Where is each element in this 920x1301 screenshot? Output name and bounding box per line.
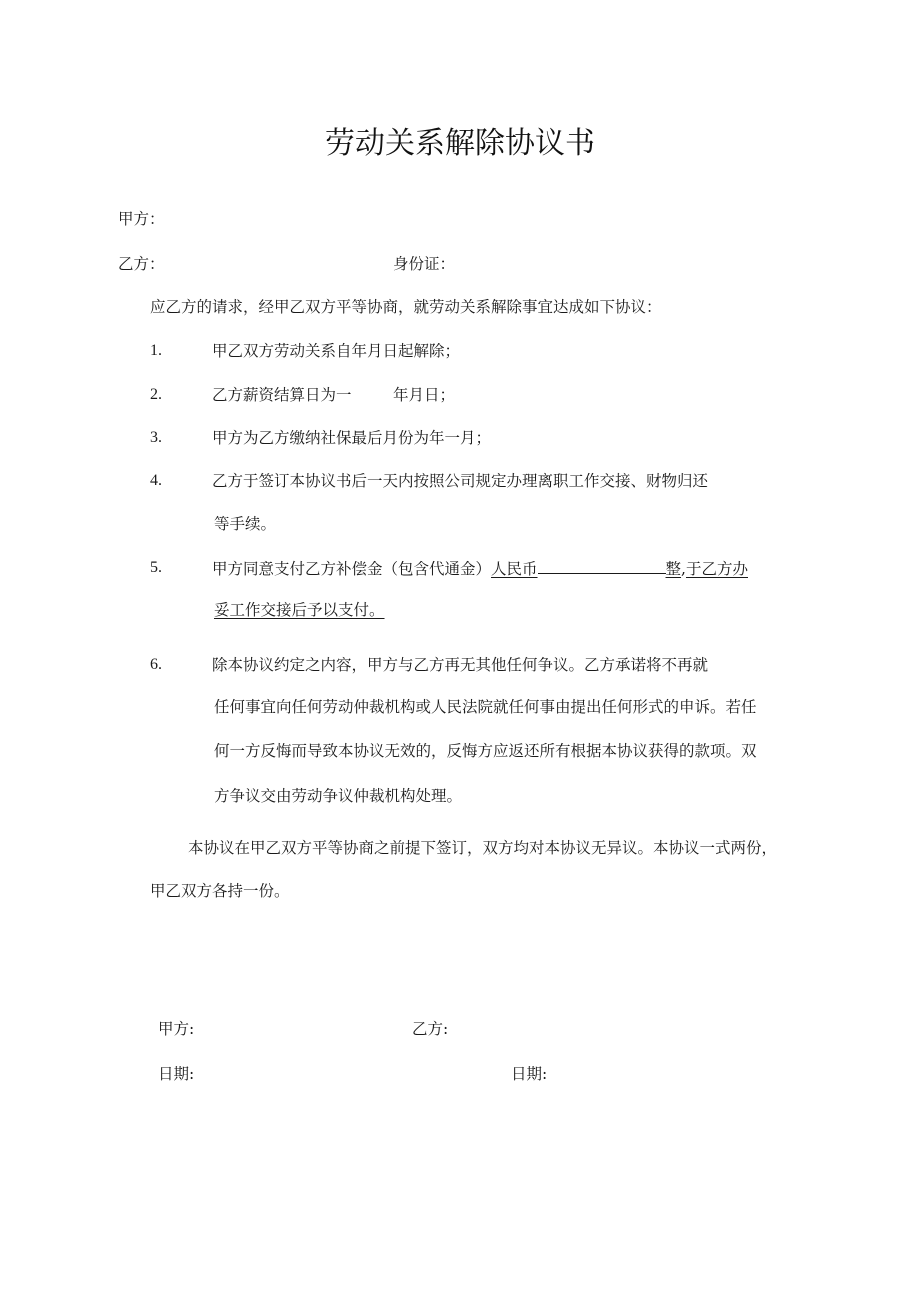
item-5-text-e: 于乙方办	[685, 560, 748, 578]
item-1-text: 甲乙双方劳动关系自年月日起解除；	[212, 342, 461, 360]
item-2-text-a: 乙方薪资结算日为一	[212, 386, 352, 404]
closing-line-2: 甲乙双方各持一份。	[150, 882, 290, 900]
item-5-currency: 人民币	[491, 560, 538, 578]
item-3-text: 甲方为乙方缴纳社保最后月份为年一月；	[212, 429, 492, 447]
item-6-text-line3: 何一方反悔而导致本协议无效的，反悔方应返还所有根据本协议获得的款项。双	[214, 742, 757, 760]
item-number: 6.	[150, 656, 162, 673]
item-4-text-line2: 等手续。	[214, 515, 277, 533]
item-5-text-line1	[212, 558, 748, 579]
item-number: 2.	[150, 386, 162, 403]
party-a-label: 甲方：	[118, 210, 165, 228]
intro-paragraph: 应乙方的请求，经甲乙双方平等协商，就劳动关系解除事宜达成如下协议：	[150, 298, 662, 316]
item-number: 3.	[150, 429, 162, 446]
item-5-text-a: 甲方同意支付乙方补偿金（包含代通金）	[212, 560, 492, 578]
item-6-text-line2: 任何事宜向任何劳动仲裁机构或人民法院就任何事由提出任何形式的申诉。若任	[214, 698, 757, 716]
signature-party-b: 乙方:	[412, 1020, 449, 1038]
document-title: 劳动关系解除协议书	[325, 126, 595, 161]
item-5-zheng: 整	[665, 560, 682, 578]
date-party-a: 日期:	[158, 1065, 195, 1083]
item-5-comma: ,	[681, 560, 686, 578]
amount-blank-line	[538, 558, 666, 574]
item-6-text-line4: 方争议交由劳动争议仲裁机构处理。	[214, 787, 463, 805]
item-4-text-line1: 乙方于签订本协议书后一天内按照公司规定办理离职工作交接、财物归还	[212, 472, 709, 490]
id-card-label: 身份证：	[393, 255, 456, 273]
closing-line-1: 本协议在甲乙双方平等协商之前提下签订，双方均对本协议无异议。本协议一式两份，	[188, 839, 778, 857]
party-b-label: 乙方：	[118, 255, 165, 273]
item-2-text-b: 年月日；	[393, 386, 456, 404]
item-number: 5.	[150, 559, 162, 576]
item-number: 4.	[150, 472, 162, 489]
item-5-text-line2: 妥工作交接后予以支付。	[214, 601, 385, 619]
item-number: 1.	[150, 342, 162, 359]
date-party-b: 日期:	[511, 1065, 548, 1083]
signature-party-a: 甲方:	[158, 1020, 195, 1038]
item-6-text-line1: 除本协议约定之内容，甲方与乙方再无其他任何争议。乙方承诺将不再就	[212, 656, 709, 674]
